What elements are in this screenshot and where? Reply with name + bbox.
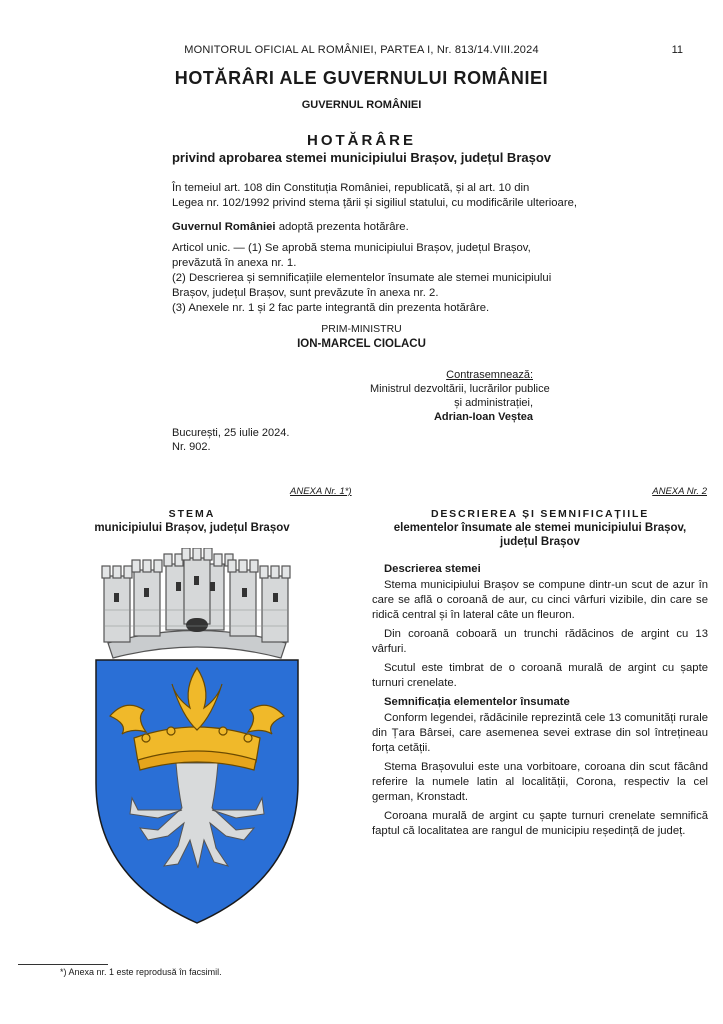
adopts-rest: adoptă prezenta hotărâre. (275, 221, 409, 233)
paragraph-5: Stema Brașovului este una vorbitoare, coroana din scut făcând referire la numele latin al localității, Corona, respectiv la cel german, Kronstadt. (372, 761, 708, 803)
paragraph-4: Conform legendei, rădăcinile reprezintă cele 13 comunități rurale din Țara Bârsei, care asemenea sevei extrase din sol întrețineau forța cetății. (372, 712, 708, 754)
paragraph-2: Din coroană coboară un trunchi rădăcinos de argint cu 13 vârfuri. (372, 628, 708, 655)
article-2-line-1: (2) Descrierea și semnificațiile elementelor însumate ale stemei municipiului (172, 272, 552, 284)
section-title: HOTĂRÂRI ALE GUVERNULUI ROMÂNIEI (174, 68, 549, 88)
minister-title-2: și administrației, (454, 397, 533, 409)
annex-2-subtitle-line-1: elementelor însumate ale stemei municipiului Brașov, (393, 522, 687, 534)
adopts-line (172, 220, 600, 235)
mural-crown (102, 548, 290, 658)
annex-2-subtitle-line-2: județul Brașov (500, 536, 580, 548)
place-date (172, 426, 289, 454)
decision-subtitle: privind aprobarea stemei municipiului Brașov, județul Brașov (171, 150, 552, 165)
article-1-line-1: Articol unic. — (1) Se aprobă stema municipiului Brașov, județul Brașov, (172, 242, 531, 254)
gazette-header: MONITORUL OFICIAL AL ROMÂNIEI, PARTEA I, Nr. 813/14.VIII.2024 (184, 44, 539, 56)
minister-title-1: Ministrul dezvoltării, lucrărilor publice (370, 383, 550, 395)
countersignature (370, 368, 550, 424)
page-number: 11 (671, 44, 683, 56)
article-1-line-2: prevăzută în anexa nr. 1. (172, 257, 297, 269)
brasov-coat-of-arms (86, 548, 308, 928)
paragraph-3: Scutul este timbrat de o coroană murală de argint cu șapte turnuri crenelate. (372, 662, 708, 689)
prime-minister-name: ION-MARCEL CIOLACU (297, 338, 426, 350)
decision-title: HOTĂRÂRE (307, 132, 416, 149)
articles (172, 241, 600, 316)
countersign-label: Contrasemnează: (446, 369, 533, 381)
annex-1-title: STEMA (168, 508, 216, 520)
preamble (172, 181, 600, 211)
minister-name: Adrian-Ioan Veștea (433, 411, 533, 423)
annex-2-title: DESCRIEREA ȘI SEMNIFICAȚIILE (430, 508, 650, 520)
prime-minister-label: PRIM-MINISTRU (321, 323, 402, 335)
paragraph-1: Stema municipiului Brașov se compune dintr-un scut de azur în care se află o coroană de aur, cu cinci vârfuri vizibile, din care se ridică central și în lateral câte un fleuron. (372, 579, 708, 621)
place-and-date: București, 25 iulie 2024. (172, 427, 290, 439)
article-2-line-2: Brașov, județul Brașov, sunt prevăzute în anexa nr. 2. (172, 287, 439, 299)
government-name: GUVERNUL ROMÂNIEI (301, 99, 422, 111)
footnote: *) Anexa nr. 1 este reprodusă în facsimil. (60, 967, 222, 977)
footnote-divider (18, 964, 108, 965)
annex-2-tag: ANEXA Nr. 2 (652, 486, 707, 497)
adopts-subject: Guvernul României (172, 221, 276, 233)
annex-2-body (372, 562, 708, 843)
paragraph-6: Coroana murală de argint cu șapte turnuri crenelate semnifică faptul că localitatea are rangul de municipiu reședință de județ. (372, 810, 708, 837)
decision-number: Nr. 902. (172, 441, 211, 453)
preamble-line-2: Legea nr. 102/1992 privind stema țării și sigiliul statului, cu modificările ulterioare, (172, 197, 578, 209)
heading-description: Descrierea stemei (384, 563, 481, 575)
preamble-line-1: În temeiul art. 108 din Constituția României, republicată, și al art. 10 din (172, 182, 530, 194)
article-3: (3) Anexele nr. 1 și 2 fac parte integrantă din prezenta hotărâre. (172, 302, 490, 314)
annex-1-subtitle: municipiului Brașov, județul Brașov (94, 522, 290, 534)
heading-significance: Semnificația elementelor însumate (384, 696, 570, 708)
annex-2-subtitle (372, 521, 708, 549)
annex-1-tag: ANEXA Nr. 1*) (290, 486, 352, 497)
